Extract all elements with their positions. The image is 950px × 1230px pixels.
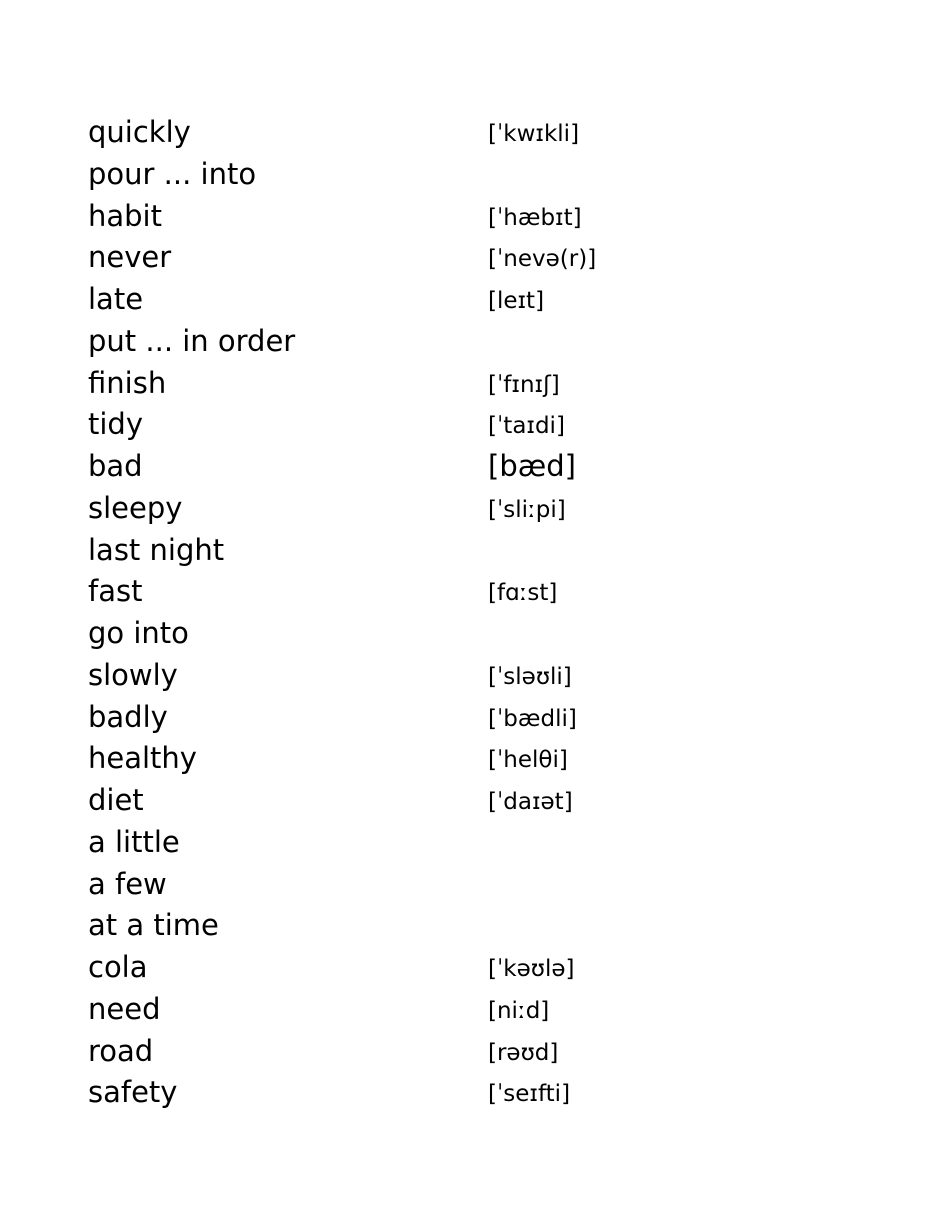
- vocab-phonetic: [fɑːst]: [488, 580, 558, 607]
- vocab-row: [88, 530, 868, 572]
- vocab-phonetic: [ˈkwɪkli]: [488, 121, 580, 147]
- vocab-row: [88, 697, 868, 739]
- vocab-word: slowly: [88, 657, 178, 692]
- vocab-phonetic: [ˈkəʊlə]: [488, 956, 575, 982]
- vocab-row: [88, 571, 868, 613]
- vocab-row: [88, 154, 868, 196]
- vocab-row: [88, 905, 868, 947]
- vocab-phonetic: [rəʊd]: [488, 1039, 559, 1066]
- vocab-row: [88, 279, 868, 321]
- vocab-row: [88, 404, 868, 446]
- vocab-row: [88, 112, 868, 154]
- vocab-row: [88, 613, 868, 655]
- vocab-row: [88, 1031, 868, 1073]
- vocab-word: pour ... into: [88, 156, 257, 191]
- vocab-row: [88, 488, 868, 530]
- vocab-phonetic: [ˈseɪfti]: [488, 1081, 571, 1108]
- vocab-word: sleepy: [88, 490, 183, 525]
- vocab-word: late: [88, 282, 144, 316]
- vocab-row: [88, 321, 868, 363]
- vocab-word: a little: [88, 824, 180, 859]
- vocab-word: bad: [88, 449, 143, 483]
- vocab-phonetic: [niːd]: [488, 997, 550, 1024]
- vocab-row: [88, 822, 868, 864]
- vocab-row: [88, 237, 868, 279]
- vocab-row: [88, 655, 868, 697]
- vocab-row: [88, 947, 868, 989]
- vocab-phonetic: [ˈtaɪdi]: [488, 413, 565, 440]
- vocab-phonetic: [ˈdaɪət]: [488, 789, 573, 815]
- vocab-word: a few: [88, 866, 167, 901]
- vocab-phonetic: [ˈsləʊli]: [488, 663, 572, 690]
- vocab-word: diet: [88, 783, 144, 817]
- vocab-phonetic: [ˈfɪnɪʃ]: [488, 371, 560, 398]
- vocab-row: [88, 446, 868, 488]
- vocab-row: [88, 1072, 868, 1114]
- vocab-word: badly: [88, 699, 168, 734]
- vocab-word: need: [88, 991, 161, 1026]
- vocab-word: road: [88, 1033, 154, 1068]
- vocab-word: quickly: [88, 115, 191, 149]
- vocab-row: [88, 363, 868, 405]
- vocab-word: put ... in order: [88, 323, 296, 358]
- vocab-row: [88, 738, 868, 780]
- vocab-row: [88, 989, 868, 1031]
- vocab-word: last night: [88, 532, 225, 567]
- vocab-word: cola: [88, 950, 148, 984]
- vocab-word: safety: [88, 1075, 178, 1110]
- vocab-word: tidy: [88, 407, 143, 442]
- vocab-phonetic: [ˈnevə(r)]: [488, 246, 597, 273]
- vocab-phonetic: [ˈsliːpi]: [488, 496, 566, 523]
- vocab-row: [88, 780, 868, 822]
- vocab-phonetic: [ˈhelθi]: [488, 747, 568, 774]
- vocab-word: finish: [88, 365, 167, 400]
- vocab-word: never: [88, 240, 172, 275]
- vocab-word: fast: [88, 574, 143, 609]
- vocab-phonetic: [leɪt]: [488, 288, 545, 314]
- vocab-word: at a time: [88, 908, 219, 943]
- vocab-row: [88, 196, 868, 238]
- vocab-phonetic: [bæd]: [488, 449, 576, 483]
- vocab-word: go into: [88, 616, 189, 650]
- vocab-row: [88, 864, 868, 906]
- vocab-word: healthy: [88, 741, 197, 776]
- vocab-word: habit: [88, 198, 162, 233]
- vocab-phonetic: [ˈbædli]: [488, 705, 577, 732]
- vocab-phonetic: [ˈhæbɪt]: [488, 204, 582, 231]
- vocabulary-list: [88, 112, 868, 1114]
